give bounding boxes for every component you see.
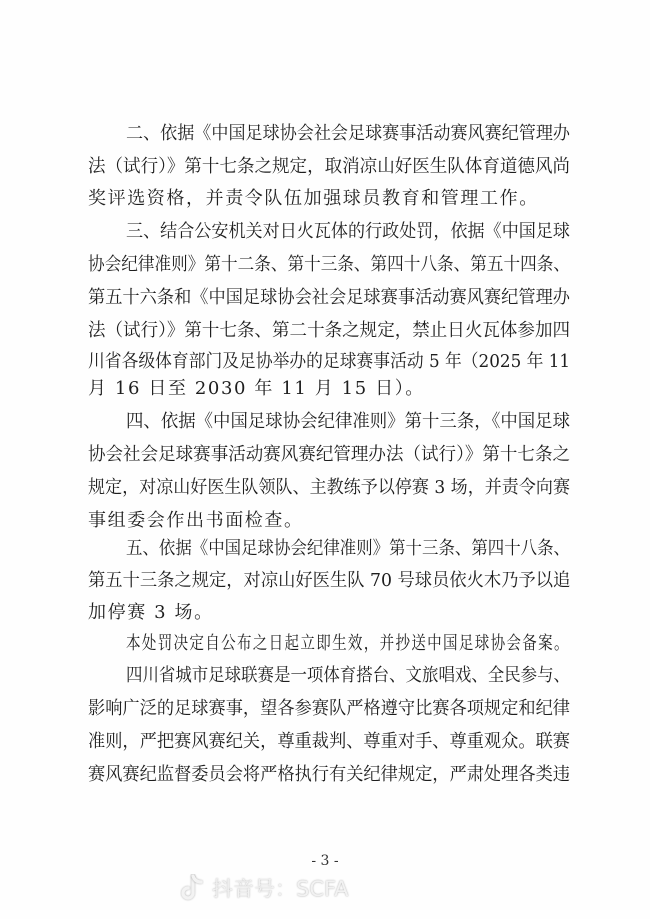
paragraph-4-line-2: 协会社会足球赛事活动赛风赛纪管理办法（试行）》第十七条之 — [88, 444, 570, 465]
tiktok-icon — [180, 874, 204, 902]
paragraph-2-line-3: 奖评选资格，并责令队伍加强球员教育和管理工作。 — [88, 188, 539, 209]
douyin-watermark — [180, 872, 349, 904]
paragraph-3-line-3: 第五十六条和《中国足球协会社会足球赛事活动赛风赛纪管理办 — [88, 287, 570, 308]
paragraph-3-line-6: 月 16 日至 2030 年 11 月 15 日）。 — [88, 378, 425, 399]
paragraph-3-line-1: 三、结合公安机关对日火瓦体的行政处罚，依据《中国足球 — [126, 221, 570, 242]
paragraph-2-line-1: 二、依据《中国足球协会社会足球赛事活动赛风赛纪管理办 — [126, 123, 570, 144]
closing-line-1: 四川省城市足球联赛是一项体育搭台、文旅唱戏、全民参与、 — [126, 665, 570, 686]
paragraph-5-line-3: 加停赛 3 场。 — [88, 602, 214, 623]
paragraph-3-line-5: 川省各级体育部门及足协举办的足球赛事活动 5 年（2025 年 11 — [88, 351, 571, 372]
closing-line-2: 影响广泛的足球赛事，望各参赛队严格遵守比赛各项规定和纪律 — [88, 698, 570, 719]
paragraph-3-line-4: 法（试行）》第十七条、第二十条之规定，禁止日火瓦体参加四 — [88, 320, 570, 341]
paragraph-4-line-3: 规定，对凉山好医生队领队、主教练予以停赛 3 场，并责令向赛 — [88, 477, 570, 498]
closing-line-4: 赛风赛纪监督委员会将严格执行有关纪律规定，严肃处理各类违 — [88, 764, 570, 785]
paragraph-5-line-2: 第五十三条之规定，对凉山好医生队 70 号球员依火木乃予以追 — [88, 570, 571, 591]
closing-line-3: 准则，严把赛风赛纪关，尊重裁判、尊重对手、尊重观众。联赛 — [88, 731, 570, 752]
paragraph-3-line-2: 协会纪律准则》第十二条、第十三条、第四十八条、第五十四条、 — [88, 254, 570, 275]
page-number: - 3 - — [311, 853, 339, 869]
paragraph-4-line-4: 事组委会作出书面检查。 — [88, 510, 304, 531]
paragraph-2-line-2: 法（试行）》第十七条之规定，取消凉山好医生队体育道德风尚 — [88, 156, 570, 177]
effective-notice-line: 本处罚决定自公布之日起立即生效，并抄送中国足球协会备案。 — [126, 633, 570, 654]
watermark-text: 抖音号：SCFA — [212, 877, 349, 901]
paragraph-5-line-1: 五、依据《中国足球协会纪律准则》第十三条、第四十八条、 — [126, 538, 570, 559]
paragraph-4-line-1: 四、依据《中国足球协会纪律准则》第十三条，《中国足球 — [126, 411, 570, 432]
